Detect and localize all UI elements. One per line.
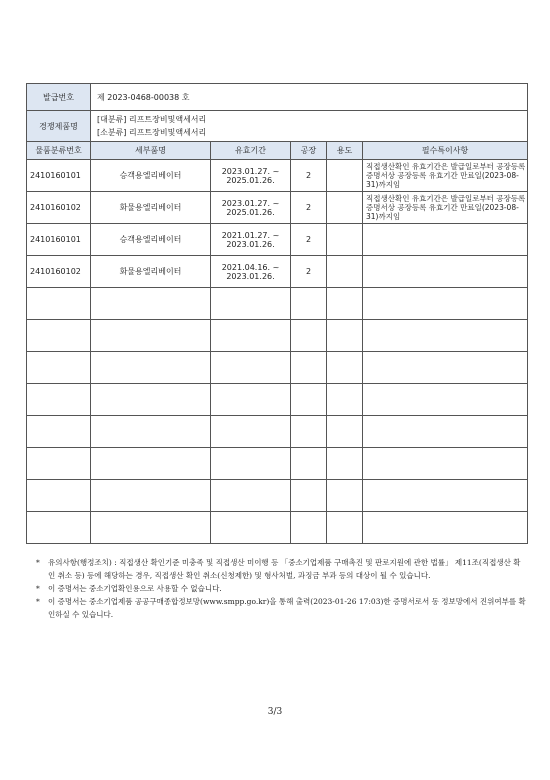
note-text: 이 증명서는 중소기업확인용으로 사용할 수 없습니다. <box>48 584 222 593</box>
table-row <box>27 224 528 256</box>
row-validity <box>211 224 291 256</box>
issue-number-value: 제 2023-0468-00038 호 <box>91 84 528 111</box>
product-class-cell <box>91 111 528 142</box>
row-factory: 2 <box>291 192 327 224</box>
col-header-validity: 유효기간 <box>211 142 291 160</box>
row-factory: 2 <box>291 224 327 256</box>
row-code: 2410160102 <box>27 256 91 288</box>
note-text: 유의사항(행정조치) : 직접생산 확인기준 미충족 및 직접생산 미이행 등 「중소기업제품 구매촉진 및 판로지원에 관한 법률」 제11조(직접생산 확인 취소 등) 등에 해당하는 경우, 직접생산 확인 취소(신청제한) 및 형사처벌, 과징금 부과 등의 대상이 될 수 있습니다. <box>48 558 521 580</box>
col-header-item: 세부품명 <box>91 142 211 160</box>
col-header-use: 용도 <box>327 142 363 160</box>
validity-end: 2025.01.26. <box>226 207 275 217</box>
empty-row <box>27 352 528 384</box>
empty-row <box>27 416 528 448</box>
notes-section <box>36 556 526 621</box>
empty-row <box>27 288 528 320</box>
row-item: 화물용엘리베이터 <box>91 256 211 288</box>
row-note <box>363 224 528 256</box>
row-use <box>327 256 363 288</box>
validity-end: 2025.01.26. <box>226 175 275 185</box>
row-note <box>363 256 528 288</box>
issue-number-label: 발급번호 <box>27 84 91 111</box>
row-use <box>327 192 363 224</box>
product-name-label: 경쟁제품명 <box>27 111 91 142</box>
row-code: 2410160101 <box>27 224 91 256</box>
validity-end: 2023.01.26. <box>226 239 275 249</box>
page-number: 3/3 <box>267 707 283 717</box>
row-item: 승객용엘리베이터 <box>91 224 211 256</box>
note-item <box>36 556 526 582</box>
note-item <box>36 595 526 621</box>
major-class: [대분류] 리프트장비및액세서리 <box>97 115 207 124</box>
row-note: 직접생산확인 유효기간은 발급일로부터 공장등록증명서상 공장등록 유효기간 만료일(2023-08-31)까지임 <box>363 160 528 192</box>
issue-number-row <box>27 84 528 111</box>
table-row <box>27 256 528 288</box>
empty-row <box>27 384 528 416</box>
col-header-factory: 공장 <box>291 142 327 160</box>
table-row <box>27 160 528 192</box>
validity-start: 2023.01.27. ~ <box>221 166 280 176</box>
row-code: 2410160102 <box>27 192 91 224</box>
col-header-note: 필수특이사항 <box>363 142 528 160</box>
note-bullet: * <box>36 584 40 593</box>
validity-start: 2021.01.27. ~ <box>221 230 280 240</box>
row-validity <box>211 256 291 288</box>
column-header-row <box>27 142 528 160</box>
row-use <box>327 160 363 192</box>
validity-start: 2021.04.16. ~ <box>221 262 280 272</box>
empty-row <box>27 480 528 512</box>
row-validity <box>211 160 291 192</box>
empty-row <box>27 512 528 544</box>
table-row <box>27 192 528 224</box>
validity-start: 2023.01.27. ~ <box>221 198 280 208</box>
row-factory: 2 <box>291 256 327 288</box>
col-header-code: 물품분류번호 <box>27 142 91 160</box>
note-bullet: * <box>36 597 40 606</box>
note-bullet: * <box>36 558 40 567</box>
note-item <box>36 582 526 595</box>
row-item: 승객용엘리베이터 <box>91 160 211 192</box>
empty-row <box>27 320 528 352</box>
row-item: 화물용엘리베이터 <box>91 192 211 224</box>
row-validity <box>211 192 291 224</box>
validity-end: 2023.01.26. <box>226 271 275 281</box>
note-text: 이 증명서는 중소기업제품 공공구매종합정보망(www.smpp.go.kr)을 통해 출력(2023-01-26 17:03)한 증명서로서 동 정보망에서 진위여부를 확인하실 수 있습니다. <box>48 597 526 619</box>
empty-row <box>27 448 528 480</box>
row-use <box>327 224 363 256</box>
row-code: 2410160101 <box>27 160 91 192</box>
product-name-row <box>27 111 528 142</box>
row-note: 직접생산확인 유효기간은 발급일로부터 공장등록증명서상 공장등록 유효기간 만료일(2023-08-31)까지임 <box>363 192 528 224</box>
row-factory: 2 <box>291 160 327 192</box>
certificate-table <box>26 83 528 544</box>
minor-class: [소분류] 리프트장비및액세서리 <box>97 128 207 137</box>
